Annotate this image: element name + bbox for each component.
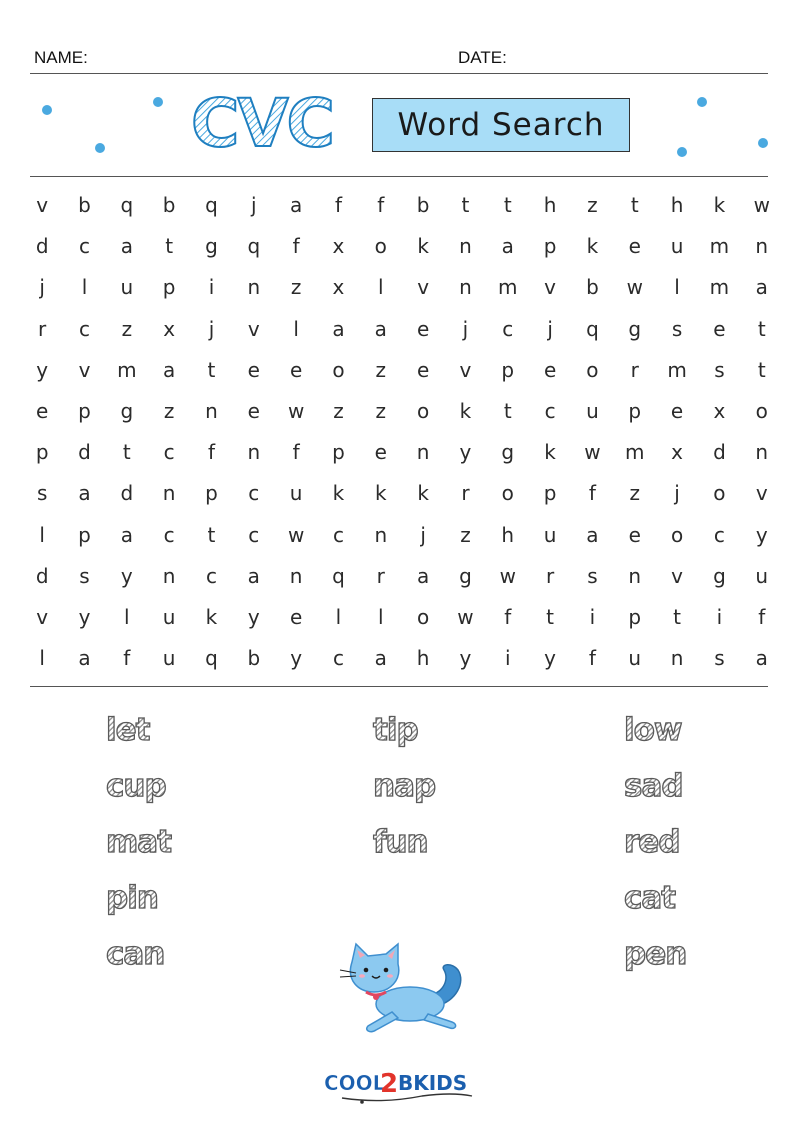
grid-letter: k — [417, 234, 429, 259]
grid-letter: d — [35, 563, 49, 588]
grid-letter: t — [503, 398, 512, 423]
grid-letter: n — [416, 440, 430, 465]
decor-dot — [95, 143, 105, 153]
grid-letter: v — [755, 481, 768, 506]
grid-letter: s — [587, 563, 598, 588]
name-label: NAME: — [34, 48, 88, 67]
grid-top-rule — [30, 176, 768, 177]
grid-letter: e — [628, 522, 641, 547]
grid-letter: i — [504, 646, 511, 671]
grid-letter: y — [120, 563, 133, 588]
grid-row — [21, 600, 783, 641]
grid-letter: c — [78, 316, 90, 341]
grid-letter: k — [417, 481, 429, 506]
grid-letter: j — [208, 316, 215, 341]
grid-letter: n — [459, 234, 472, 259]
grid-letter: u — [162, 604, 176, 629]
word-item: low — [624, 712, 682, 748]
grid-letter: l — [39, 646, 45, 671]
svg-text:COOL: COOL — [324, 1071, 386, 1095]
grid-letter: o — [670, 522, 684, 547]
grid-letter: s — [714, 646, 725, 671]
grid-letter: e — [374, 440, 387, 465]
grid-letter: x — [332, 275, 345, 300]
grid-letter: p — [543, 234, 557, 259]
grid-letter: f — [292, 234, 300, 259]
grid-letter: m — [117, 357, 137, 382]
grid-letter: n — [755, 234, 769, 259]
grid-letter: p — [78, 522, 91, 547]
grid-letter: o — [332, 357, 345, 382]
grid-row — [21, 559, 783, 600]
grid-letter: p — [501, 357, 515, 382]
grid-letter: z — [375, 357, 387, 382]
grid-letter: o — [586, 357, 599, 382]
grid-letter: f — [292, 440, 300, 465]
cool2bkids-logo — [322, 1066, 482, 1106]
grid-letter: o — [755, 398, 768, 423]
grid-row — [21, 435, 783, 476]
grid-letter: b — [247, 646, 261, 671]
word-item: cup — [106, 768, 166, 804]
grid-letter: s — [36, 481, 48, 506]
grid-letter: k — [586, 234, 599, 259]
grid-letter: g — [628, 316, 642, 341]
grid-letter: e — [289, 604, 303, 629]
date-label: DATE: — [458, 48, 507, 67]
grid-letter: r — [38, 316, 47, 341]
grid-letter: x — [671, 440, 683, 465]
grid-letter: p — [543, 481, 557, 506]
grid-letter: c — [332, 646, 344, 671]
word-item: sad — [624, 768, 683, 804]
grid-letter: v — [36, 193, 49, 217]
grid-letter: z — [333, 398, 344, 423]
grid-letter: g — [713, 563, 726, 588]
word-item: fun — [373, 824, 428, 860]
grid-letter: k — [713, 193, 726, 217]
grid-letter: q — [120, 193, 134, 217]
grid-letter: z — [460, 522, 471, 547]
grid-letter: e — [36, 398, 49, 423]
title-cvc — [180, 86, 345, 156]
grid-letter: k — [205, 604, 218, 629]
grid-letter: f — [588, 481, 596, 506]
grid-letter: y — [290, 646, 303, 671]
cat-illustration — [332, 940, 472, 1040]
grid-letter: q — [247, 234, 261, 259]
grid-letter: c — [163, 522, 175, 547]
grid-letter: v — [671, 563, 683, 588]
grid-letter: z — [629, 481, 640, 506]
word-item: pen — [624, 936, 687, 972]
grid-letter: g — [120, 398, 134, 423]
grid-letter: p — [332, 440, 345, 465]
grid-letter: j — [547, 316, 553, 341]
grid-letter: t — [207, 357, 216, 382]
grid-letter: s — [671, 316, 683, 341]
grid-letter: r — [376, 563, 385, 588]
grid-letter: a — [78, 646, 91, 671]
grid-letter: c — [502, 316, 514, 341]
grid-letter: q — [205, 193, 218, 217]
grid-letter: n — [628, 563, 642, 588]
grid-letter: h — [670, 193, 684, 217]
grid-letter: e — [628, 234, 641, 259]
grid-letter: y — [459, 440, 472, 465]
grid-letter: h — [501, 522, 515, 547]
grid-letter: a — [120, 522, 133, 547]
grid-row — [21, 476, 783, 517]
top-rule — [30, 73, 768, 74]
grid-letter: l — [335, 604, 342, 629]
grid-letter: l — [293, 316, 299, 341]
grid-letter: x — [332, 234, 345, 259]
grid-letter: e — [247, 398, 260, 423]
grid-letter: e — [289, 357, 303, 382]
grid-letter: j — [462, 316, 469, 341]
title-word-search-box — [372, 98, 630, 152]
grid-letter: f — [504, 604, 512, 629]
grid-letter: m — [667, 357, 687, 382]
grid-letter: p — [628, 604, 642, 629]
grid-letter: a — [501, 234, 514, 259]
grid-letter: e — [416, 357, 430, 382]
grid-letter: e — [247, 357, 260, 382]
grid-letter: a — [586, 522, 599, 547]
title-sub-text: Word Search — [397, 107, 605, 143]
grid-letter: i — [589, 604, 596, 629]
grid-bottom-rule — [30, 686, 768, 687]
grid-letter: u — [628, 646, 642, 671]
grid-letter: d — [120, 481, 134, 506]
grid-letter: m — [709, 234, 730, 259]
grid-letter: p — [205, 481, 218, 506]
grid-letter: i — [208, 275, 215, 300]
grid-letter: k — [544, 440, 556, 465]
grid-letter: a — [120, 234, 133, 259]
grid-letter: n — [374, 522, 388, 547]
grid-letter: n — [162, 563, 176, 588]
grid-row — [21, 518, 783, 559]
grid-row — [21, 641, 783, 682]
word-item: mat — [106, 824, 172, 860]
grid-letter: c — [163, 440, 175, 465]
grid-letter: r — [461, 481, 470, 506]
grid-letter: a — [163, 357, 176, 382]
grid-letter: m — [625, 440, 645, 465]
grid-letter: g — [459, 563, 472, 588]
grid-letter: u — [543, 522, 557, 547]
grid-letter: a — [374, 316, 387, 341]
grid-letter: p — [628, 398, 642, 423]
grid-letter: w — [499, 563, 516, 588]
grid-letter: c — [332, 522, 344, 547]
grid-row — [21, 394, 783, 435]
grid-letter: d — [35, 234, 49, 259]
grid-letter: n — [247, 275, 261, 300]
decor-dot — [42, 105, 52, 115]
grid-letter: z — [587, 193, 598, 217]
grid-letter: l — [674, 275, 680, 300]
grid-letter: l — [124, 604, 130, 629]
grid-letter: c — [544, 398, 556, 423]
grid-letter: u — [162, 646, 176, 671]
grid-letter: v — [78, 357, 91, 382]
grid-letter: c — [205, 563, 217, 588]
grid-letter: w — [457, 604, 474, 629]
title-main-text: CVC — [191, 86, 333, 156]
grid-letter: f — [334, 193, 342, 217]
grid-letter: v — [417, 275, 430, 300]
grid-letter: j — [420, 522, 426, 547]
grid-letter: n — [755, 440, 769, 465]
grid-letter: p — [35, 440, 49, 465]
grid-letter: a — [290, 193, 303, 217]
grid-letter: o — [501, 481, 514, 506]
grid-letter: x — [163, 316, 176, 341]
grid-letter: d — [78, 440, 91, 465]
grid-letter: t — [757, 357, 766, 382]
grid-letter: n — [162, 481, 176, 506]
grid-letter: e — [416, 316, 430, 341]
grid-letter: o — [374, 234, 387, 259]
grid-letter: c — [248, 522, 260, 547]
word-item: tip — [373, 712, 418, 748]
grid-letter: w — [287, 522, 305, 547]
grid-letter: n — [459, 275, 472, 300]
grid-letter: b — [162, 193, 176, 217]
grid-letter: p — [78, 398, 91, 423]
grid-letter: l — [378, 604, 384, 629]
grid-letter: w — [626, 275, 643, 300]
grid-letter: k — [459, 398, 472, 423]
grid-letter: t — [503, 193, 512, 217]
grid-letter: w — [287, 398, 305, 423]
grid-letter: t — [165, 234, 174, 259]
svg-text:BKIDS: BKIDS — [398, 1071, 468, 1095]
grid-letter: a — [416, 563, 430, 588]
grid-row — [21, 353, 783, 394]
grid-letter: h — [416, 646, 430, 671]
grid-letter: q — [205, 646, 218, 671]
grid-letter: n — [205, 398, 218, 423]
grid-letter: y — [755, 522, 768, 547]
grid-letter: l — [81, 275, 88, 300]
grid-letter: w — [584, 440, 601, 465]
grid-letter: t — [757, 316, 766, 341]
grid-letter: a — [755, 646, 768, 671]
grid-row — [21, 229, 783, 270]
grid-letter: l — [378, 275, 384, 300]
grid-letter: c — [713, 522, 725, 547]
word-item: can — [106, 936, 165, 972]
grid-letter: m — [709, 275, 730, 300]
word-item: red — [624, 824, 680, 860]
grid-letter: u — [289, 481, 303, 506]
grid-letter: y — [36, 357, 49, 382]
grid-letter: r — [630, 357, 639, 382]
grid-letter: v — [36, 604, 49, 629]
grid-letter: f — [758, 604, 766, 629]
grid-letter: d — [713, 440, 726, 465]
grid-letter: z — [290, 275, 302, 300]
grid-letter: h — [543, 193, 557, 217]
grid-letter: a — [374, 646, 387, 671]
decor-dot — [153, 97, 163, 107]
grid-letter: a — [332, 316, 345, 341]
grid-letter: b — [586, 275, 599, 300]
grid-letter: t — [630, 193, 639, 217]
word-item: nap — [373, 768, 436, 804]
grid-letter: f — [588, 646, 596, 671]
grid-letter: s — [79, 563, 90, 588]
grid-letter: t — [122, 440, 131, 465]
grid-letter: c — [78, 234, 90, 259]
grid-row — [21, 188, 783, 229]
grid-letter: t — [461, 193, 470, 217]
grid-letter: v — [247, 316, 260, 341]
letter-grid — [21, 188, 783, 682]
grid-letter: q — [586, 316, 599, 341]
grid-letter: a — [78, 481, 91, 506]
grid-letter: k — [374, 481, 387, 506]
svg-text:2: 2 — [380, 1069, 399, 1099]
grid-letter: j — [674, 481, 680, 506]
decor-dot — [758, 138, 768, 148]
grid-letter: c — [248, 481, 260, 506]
grid-letter: t — [546, 604, 555, 629]
grid-letter: f — [123, 646, 131, 671]
word-item: cat — [624, 880, 676, 916]
grid-letter: w — [753, 193, 770, 217]
grid-letter: f — [207, 440, 215, 465]
grid-letter: o — [416, 398, 430, 423]
grid-letter: g — [501, 440, 515, 465]
grid-letter: a — [755, 275, 768, 300]
grid-letter: v — [459, 357, 472, 382]
grid-letter: y — [459, 646, 472, 671]
grid-letter: q — [332, 563, 345, 588]
grid-letter: s — [714, 357, 725, 382]
grid-letter: j — [251, 193, 257, 217]
word-item: let — [106, 712, 150, 748]
grid-letter: e — [543, 357, 557, 382]
grid-letter: v — [544, 275, 557, 300]
grid-letter: e — [670, 398, 684, 423]
grid-letter: u — [120, 275, 134, 300]
word-item: pin — [106, 880, 158, 916]
decor-dot — [677, 147, 687, 157]
grid-letter: u — [670, 234, 684, 259]
grid-letter: o — [713, 481, 726, 506]
grid-letter: j — [39, 275, 45, 300]
grid-letter: z — [375, 398, 387, 423]
grid-letter: b — [416, 193, 430, 217]
grid-letter: z — [163, 398, 175, 423]
grid-row — [21, 270, 783, 311]
grid-letter: n — [247, 440, 261, 465]
grid-letter: u — [755, 563, 769, 588]
grid-letter: k — [332, 481, 345, 506]
grid-letter: z — [121, 316, 133, 341]
grid-letter: f — [377, 193, 385, 217]
grid-letter: n — [289, 563, 303, 588]
grid-letter: a — [247, 563, 260, 588]
grid-letter: i — [716, 604, 723, 629]
grid-letter: t — [207, 522, 216, 547]
grid-letter: m — [498, 275, 518, 300]
grid-letter: r — [545, 563, 555, 588]
grid-letter: b — [78, 193, 91, 217]
grid-letter: y — [544, 646, 557, 671]
grid-letter: l — [39, 522, 45, 547]
grid-letter: t — [673, 604, 681, 629]
grid-letter: y — [247, 604, 260, 629]
decor-dot — [697, 97, 707, 107]
grid-letter: g — [205, 234, 218, 259]
grid-letter: o — [416, 604, 430, 629]
grid-letter: e — [713, 316, 726, 341]
grid-letter: y — [78, 604, 91, 629]
grid-letter: n — [670, 646, 684, 671]
grid-row — [21, 312, 783, 353]
grid-letter: u — [586, 398, 599, 423]
grid-letter: p — [162, 275, 176, 300]
grid-letter: x — [713, 398, 726, 423]
